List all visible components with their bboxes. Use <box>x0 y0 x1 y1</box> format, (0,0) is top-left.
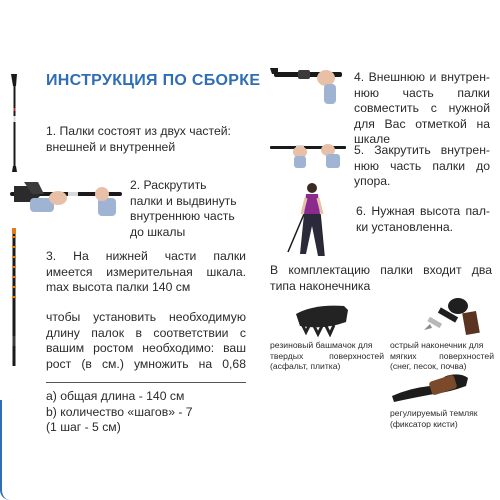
height-calc-line: вашим ростом необходимо: ваш <box>46 341 246 355</box>
step-4-line: нюю часть палки <box>354 85 490 100</box>
sharp-tip-caption <box>390 340 494 372</box>
spec-item: a) общая длина - 140 см <box>46 389 185 403</box>
step-2-line: 2. Раскрутить <box>130 178 207 192</box>
woman-nordic-walking-illustration <box>280 180 350 260</box>
step-4-line: 4. Внешнюю и внутрен- <box>354 70 490 84</box>
decorative-frame-corner <box>0 400 10 500</box>
step-6-line: 6. Нужная высота пал- <box>356 204 490 218</box>
pole-full-illustration <box>8 72 24 172</box>
step-1-line: 1. Палки состоят из двух частей: <box>46 124 231 138</box>
step-3-line: 3. На нижней части палки <box>46 249 246 263</box>
sharp-tip-line: острый наконечник для <box>390 340 484 350</box>
step-6-line: ки установленна. <box>356 219 454 234</box>
height-calc-line: чтобы установить необходимую <box>46 310 246 324</box>
step-5-line: нюю часть палки до <box>354 158 490 173</box>
step-2-line: палки и выдвинуть <box>130 193 237 208</box>
step-2-line: до шкалы <box>130 224 186 239</box>
step-4-line: совместить с нужной <box>354 101 490 115</box>
strap-line: регулируемый темляк <box>390 408 478 418</box>
height-calc-text <box>46 310 246 372</box>
step-2-line: внутреннюю часть <box>130 209 235 223</box>
step-5-line: 5. Закрутить внутрен- <box>354 143 490 157</box>
step-2-text <box>130 178 237 240</box>
step-4-line: шкале <box>354 132 391 146</box>
wrist-strap-icon <box>390 368 474 402</box>
step-3-line: max высота палки 140 см <box>46 280 191 294</box>
step-4-line: для Вас отметкой на <box>354 116 490 131</box>
rubber-tip-caption <box>270 340 384 372</box>
rubber-shoe-tip-icon <box>294 300 350 336</box>
hands-align-illustration <box>270 68 350 108</box>
kit-text <box>270 263 492 294</box>
step-5-text <box>354 143 490 190</box>
divider <box>46 382 246 383</box>
page-title: ИНСТРУКЦИЯ ПО СБОРКЕ <box>46 72 261 89</box>
hands-unscrew-illustration <box>10 180 125 220</box>
step-1-text <box>46 124 231 155</box>
sharp-tip-icon <box>422 296 484 338</box>
step-5-line: упора. <box>354 174 391 188</box>
spec-item: (1 шаг - 5 см) <box>46 420 121 434</box>
spec-item: b) количество «шагов» - 7 <box>46 404 193 419</box>
strap-line: (фиксатор кисти) <box>390 418 458 429</box>
step-1-line: внешней и внутренней <box>46 139 176 154</box>
hands-tighten-illustration <box>270 140 350 170</box>
specs-list <box>46 389 193 436</box>
rubber-tip-line: твердых поверхностей <box>270 350 384 361</box>
height-calc-line: длину палок в соответствии с <box>46 325 246 340</box>
kit-line: В комплектацию палки входит два <box>270 263 492 277</box>
strap-caption <box>390 408 478 429</box>
step-4-text <box>354 70 490 148</box>
sharp-tip-line: (снег, песок, почва) <box>390 361 467 371</box>
pole-scale-illustration <box>8 228 22 368</box>
step-6-text <box>356 204 490 235</box>
height-calc-line: рост (в см.) умножить на 0,68 <box>46 356 246 371</box>
kit-line: типа наконечника <box>270 278 371 293</box>
rubber-tip-line: резиновый башмачок для <box>270 340 373 350</box>
rubber-tip-line: (асфальт, плитка) <box>270 361 341 371</box>
sharp-tip-line: мягких поверхностей <box>390 350 494 361</box>
step-3-line: имеется измерительная шкала. <box>46 264 246 279</box>
step-3-text <box>46 249 246 296</box>
